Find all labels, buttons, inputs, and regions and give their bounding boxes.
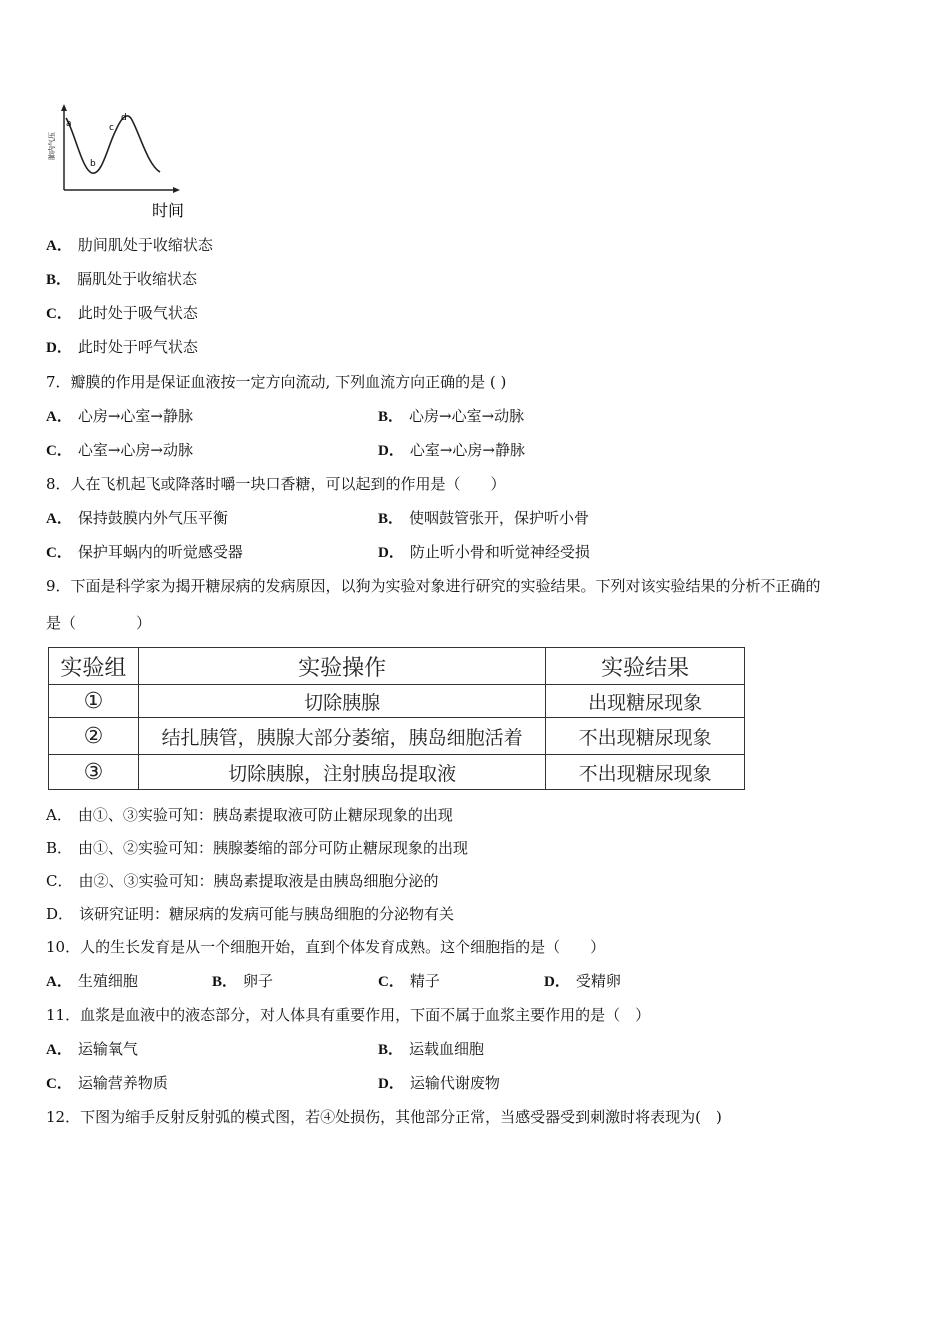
q9-option-c[interactable]: C． 由②、③实验可知：胰岛素提取液是由胰岛细胞分泌的	[46, 872, 439, 890]
q6-option-a[interactable]: A． 肋间肌处于收缩状态	[46, 236, 213, 254]
table-cell: ③	[49, 755, 139, 790]
q9-stem-line1: 9．下面是科学家为揭开糖尿病的发病原因，以狗为实验对象进行研究的实验结果。下列对该实验结果的分析不正确的	[46, 577, 821, 595]
q8-option-b[interactable]: B． 使咽鼓管张开，保护听小骨	[378, 509, 590, 527]
q10-stem: 10．人的生长发育是从一个细胞开始，直到个体发育成熟。这个细胞指的是（ ）	[46, 938, 606, 956]
q10-options	[46, 971, 710, 992]
table-row	[49, 685, 745, 718]
table-row	[49, 755, 745, 790]
q10-option-a[interactable]: A． 生殖细胞	[46, 972, 138, 990]
q8-option-a[interactable]: A． 保持鼓膜内外气压平衡	[46, 509, 228, 527]
q6-option-c[interactable]: C． 此时处于吸气状态	[46, 304, 198, 322]
q11-option-c[interactable]: C． 运输营养物质	[46, 1074, 168, 1092]
lung-pressure-graph	[44, 100, 194, 220]
graph-ylabel: 肺内气压	[48, 132, 56, 160]
q6-option-b[interactable]: B． 膈肌处于收缩状态	[46, 270, 198, 288]
table-header: 实验组	[49, 648, 139, 685]
q11-option-d[interactable]: D． 运输代谢废物	[378, 1074, 500, 1092]
q12-stem: 12．下图为缩手反射反射弧的模式图，若④处损伤，其他部分正常，当感受器受到刺激时将表现为( )	[46, 1108, 722, 1126]
q8-option-d[interactable]: D． 防止听小骨和听觉神经受损	[378, 543, 590, 561]
table-cell: ②	[49, 718, 139, 755]
table-cell: ①	[49, 685, 139, 718]
q10-option-d[interactable]: D． 受精卵	[544, 972, 621, 990]
table-header-row	[49, 648, 745, 685]
table-cell: 出现糖尿现象	[546, 685, 745, 718]
q9-option-d[interactable]: D． 该研究证明：糖尿病的发病可能与胰岛细胞的分泌物有关	[46, 905, 455, 923]
q7-option-c[interactable]: C． 心室→心房→动脉	[46, 441, 193, 459]
table-cell: 结扎胰管，胰腺大部分萎缩，胰岛细胞活着	[138, 718, 545, 755]
graph-xlabel: 时间	[152, 201, 185, 220]
table-cell: 切除胰腺	[138, 685, 545, 718]
q11-stem: 11．血浆是血液中的液态部分，对人体具有重要作用，下面不属于血浆主要作用的是（ ）	[46, 1006, 651, 1024]
point-a: a	[66, 119, 72, 129]
q9-option-b[interactable]: B． 由①、②实验可知：胰腺萎缩的部分可防止糖尿现象的出现	[46, 839, 469, 857]
point-b: b	[90, 159, 96, 169]
table-header: 实验操作	[138, 648, 545, 685]
experiment-table	[48, 647, 745, 790]
q11-option-a[interactable]: A． 运输氧气	[46, 1040, 138, 1058]
point-d: d	[121, 113, 127, 123]
q9-option-a[interactable]: A． 由①、③实验可知：胰岛素提取液可防止糖尿现象的出现	[46, 806, 453, 824]
q7-option-b[interactable]: B． 心房→心室→动脉	[378, 407, 525, 425]
table-cell: 切除胰腺，注射胰岛提取液	[138, 755, 545, 790]
q7-option-d[interactable]: D． 心室→心房→静脉	[378, 441, 525, 459]
q8-stem: 8．人在飞机起飞或降落时嚼一块口香糖，可以起到的作用是（ ）	[46, 475, 506, 493]
q9-stem-line2: 是（ ）	[46, 614, 152, 632]
table-header: 实验结果	[546, 648, 745, 685]
table-row	[49, 718, 745, 755]
q10-option-b[interactable]: B． 卵子	[212, 972, 274, 990]
q6-option-d[interactable]: D． 此时处于呼气状态	[46, 338, 198, 356]
q7-stem: 7．瓣膜的作用是保证血液按一定方向流动, 下列血流方向正确的是 ( )	[46, 373, 507, 391]
q10-option-c[interactable]: C． 精子	[378, 972, 440, 990]
q8-option-c[interactable]: C． 保护耳蜗内的听觉感受器	[46, 543, 243, 561]
q7-option-a[interactable]: A． 心房→心室→静脉	[46, 407, 193, 425]
q11-option-b[interactable]: B． 运载血细胞	[378, 1040, 485, 1058]
table-cell: 不出现糖尿现象	[546, 755, 745, 790]
point-c: c	[109, 123, 114, 133]
table-cell: 不出现糖尿现象	[546, 718, 745, 755]
